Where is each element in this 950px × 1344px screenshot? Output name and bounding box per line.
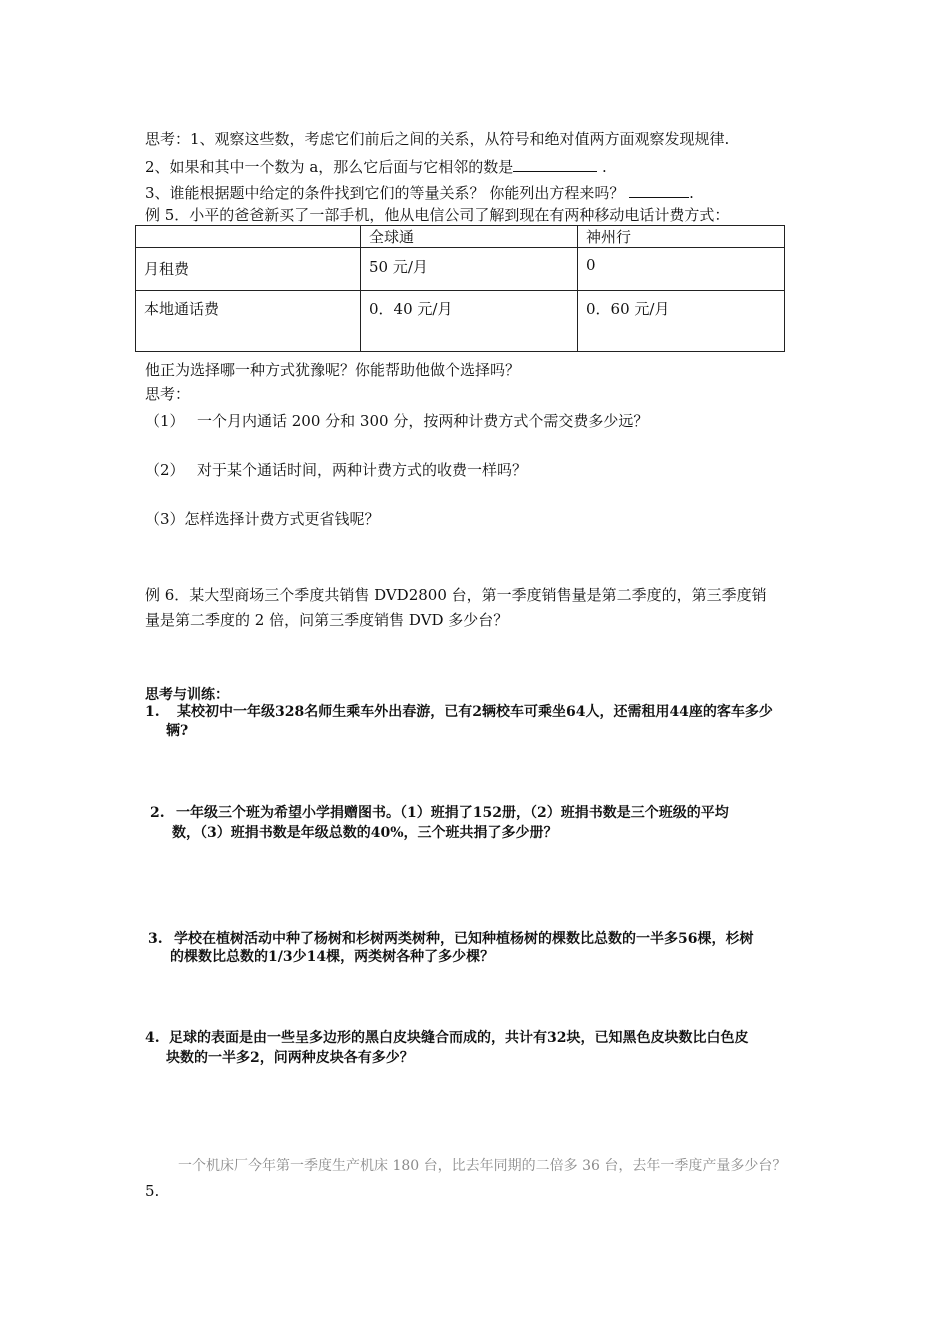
table-cell: 0．40 元/月: [361, 291, 578, 352]
table-cell: 本地通话费: [136, 291, 361, 352]
problem-1: [145, 702, 773, 722]
problem-3-line-1: 学校在植树活动中种了杨树和杉树两类树种，已知种植杨树的棵数比总数的一半多56棵，杉树: [174, 931, 754, 947]
problem-4-line-1: 足球的表面是由一些呈多边形的黑白皮块缝合而成的，共计有32块，已知黑色皮块数比白色皮: [169, 1030, 749, 1046]
sub-question-2-text: 对于某个通话时间，两种计费方式的收费一样吗？: [197, 461, 528, 479]
problem-2-line-2: 数，（3）班捐书数是年级总数的40%，三个班共捐了多少册？: [172, 825, 558, 841]
problem-3: [148, 929, 753, 949]
sub-question-2-num: （2）: [145, 461, 185, 479]
sub-question-3: （3）怎样选择计费方式更省钱呢？: [145, 510, 380, 528]
problem-4-line-2: 块数的一半多2，问两种皮块各有多少？: [166, 1050, 414, 1066]
example-6-line-1: 例 6．某大型商场三个季度共销售 DVD2800 台，第一季度销售量是第二季度的，第三季度销: [145, 586, 767, 604]
sub-question-1-text: 一个月内通话 200 分和 300 分，按两种计费方式个需交费多少远？: [197, 412, 649, 430]
think-line-2-text: 2、如果和其中一个数为 a，那么它后面与它相邻的数是: [145, 158, 514, 176]
problem-2: [150, 803, 729, 823]
table-header-cell: 全球通: [361, 226, 578, 248]
example-5-question: 他正为选择哪一种方式犹豫呢？你能帮助他做个选择吗？: [145, 361, 521, 379]
think-line-3-end: .: [689, 184, 694, 202]
problem-5-image-text: 一个机床厂今年第一季度生产机床 180 台，比去年同期的二倍多 36 台，去年一季度产量多少台？: [178, 1158, 787, 1174]
think-line-2-end: .: [602, 158, 607, 176]
table-cell: 月租费: [136, 248, 361, 291]
table-header-row: [136, 226, 785, 248]
sub-question-1-num: （1）: [145, 412, 185, 430]
fee-table: [135, 225, 785, 352]
table-row: [136, 291, 785, 352]
think-line-3-text: 3、谁能根据题中给定的条件找到它们的等量关系？ 你能列出方程来吗？: [145, 184, 625, 202]
problem-4: [145, 1028, 748, 1048]
table-header-cell: 神州行: [578, 226, 785, 248]
think-label: 思考：: [145, 385, 191, 403]
problem-3-line-2: 的棵数比总数的1/3少14棵，两类树各种了多少棵？: [170, 949, 495, 965]
think-line-2: [145, 157, 607, 177]
training-title: 思考与训练：: [145, 687, 229, 703]
problem-2-line-1: 一年级三个班为希望小学捐赠图书。（1）班捐了152册，（2）班捐书数是三个班级的平均: [176, 805, 729, 821]
think-line-1: 思考：1、观察这些数，考虑它们前后之间的关系，从符号和绝对值两方面观察发现规律.: [145, 130, 730, 148]
problem-4-num: 4.: [145, 1030, 160, 1046]
table-cell: 50 元/月: [361, 248, 578, 291]
problem-1-line-2: 辆?: [166, 723, 189, 739]
problem-3-num: 3.: [148, 931, 163, 947]
think-line-3: [145, 183, 694, 203]
problem-1-num: 1.: [145, 704, 160, 720]
answer-blank-1[interactable]: [513, 157, 597, 172]
table-cell: 0．60 元/月: [578, 291, 785, 352]
answer-blank-2[interactable]: [629, 183, 689, 198]
example-5-text: 例 5．小平的爸爸新买了一部手机，他从电信公司了解到现在有两种移动电话计费方式：: [145, 206, 730, 224]
table-cell: 0: [578, 248, 785, 291]
problem-5-num: 5.: [145, 1182, 160, 1200]
sub-question-1: [145, 411, 648, 431]
table-row: [136, 248, 785, 291]
sub-question-2: [145, 460, 527, 480]
table-header-cell: [136, 226, 361, 248]
example-6-line-2: 量是第二季度的 2 倍，问第三季度销售 DVD 多少台？: [145, 611, 509, 629]
problem-2-num: 2.: [150, 805, 165, 821]
problem-1-line-1: 某校初中一年级328名师生乘车外出春游，已有2辆校车可乘坐64人，还需租用44座的客车多少: [177, 704, 773, 720]
